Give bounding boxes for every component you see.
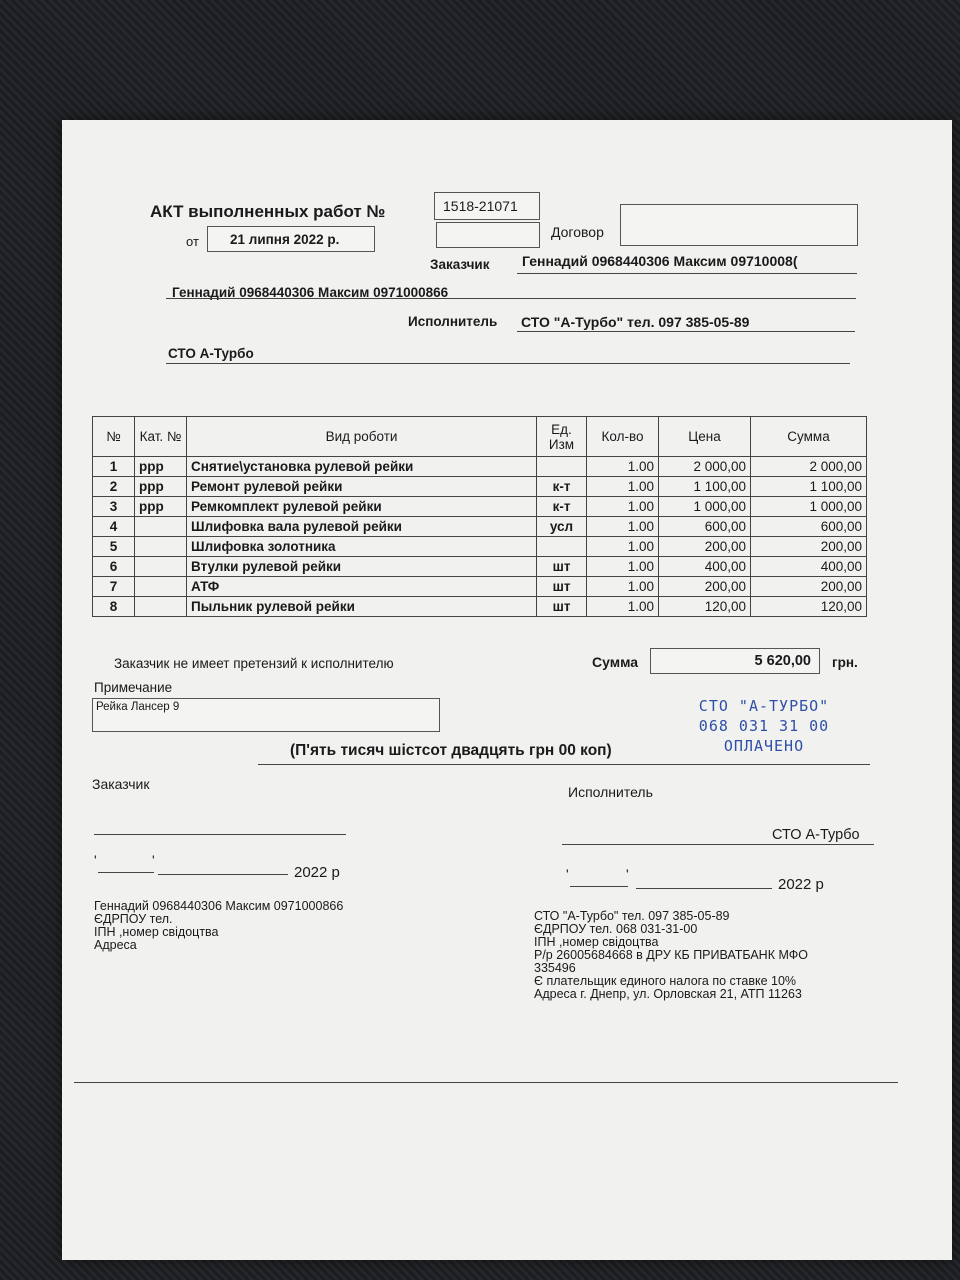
row-unit: усл xyxy=(537,517,587,537)
row-work: Ремонт рулевой рейки xyxy=(187,477,537,497)
col-header-cat: Кат. № xyxy=(135,417,187,457)
customer-label: Заказчик xyxy=(430,257,490,272)
executor-detail-line: Є платeльщик единого налога по ставке 10% xyxy=(534,974,797,988)
row-price: 200,00 xyxy=(659,537,751,557)
document-page xyxy=(62,120,952,1260)
row-qty: 1.00 xyxy=(587,597,659,617)
executor-detail-line: СТО "А-Турбо" тел. 097 385-05-89 xyxy=(534,909,730,923)
date-prefix: от xyxy=(186,234,199,249)
sign-date-executor-marks-2: ' xyxy=(626,866,629,882)
customer-detail-line: Геннадий 0968440306 Максим 0971000866 xyxy=(94,899,344,913)
table-row xyxy=(93,477,867,497)
row-cat xyxy=(135,517,187,537)
no-claims-text: Заказчик не имеет претензий к исполнителю xyxy=(114,656,394,671)
table-row xyxy=(93,517,867,537)
customer-detail-line: Адреса xyxy=(94,938,137,952)
row-work: Втулки рулевой рейки xyxy=(187,557,537,577)
total-box xyxy=(650,648,820,674)
note-label: Примечание xyxy=(94,680,173,695)
executor-detail-line: 335496 xyxy=(534,961,576,975)
row-cat xyxy=(135,577,187,597)
row-cat xyxy=(135,537,187,557)
act-number-box xyxy=(434,192,540,220)
row-work: Снятие\установка рулевой рейки xyxy=(187,457,537,477)
row-cat: ppp xyxy=(135,497,187,517)
stamp-line-1: СТО "А-ТУРБО" xyxy=(698,697,830,715)
row-work: Шлифовка золотника xyxy=(187,537,537,557)
sign-date-customer-marks: ' xyxy=(94,852,97,868)
row-work: Шлифовка вала рулевой рейки xyxy=(187,517,537,537)
row-qty: 1.00 xyxy=(587,497,659,517)
customer-detail-line: ІПН ,номер свідоцтва xyxy=(94,925,219,939)
table-row xyxy=(93,497,867,517)
sign-customer-label: Заказчик xyxy=(92,776,150,792)
row-sum: 1 000,00 xyxy=(751,497,867,517)
contract-box xyxy=(620,204,858,246)
row-sum: 2 000,00 xyxy=(751,457,867,477)
col-header-unit: Ед. Изм xyxy=(537,417,587,457)
row-work: АТФ xyxy=(187,577,537,597)
contract-label: Договор xyxy=(551,224,604,240)
table-header-row xyxy=(93,417,867,457)
row-sum: 120,00 xyxy=(751,597,867,617)
customer-details xyxy=(94,900,343,952)
table-row xyxy=(93,537,867,557)
row-price: 200,00 xyxy=(659,577,751,597)
row-price: 600,00 xyxy=(659,517,751,537)
row-price: 400,00 xyxy=(659,557,751,577)
row-unit: к-т xyxy=(537,477,587,497)
executor-detail-line: Р/р 26005684668 в ДРУ КБ ПРИВАТБАНК МФО xyxy=(534,948,808,962)
total-label: Сумма xyxy=(592,654,639,670)
amount-in-words: (П'ять тисяч шістсот двадцять грн 00 коп) xyxy=(290,742,612,759)
row-price: 1 100,00 xyxy=(659,477,751,497)
row-cat xyxy=(135,597,187,617)
document-title: АКТ выполненных работ № xyxy=(150,202,386,221)
executor-detail-line: Адреса г. Днепр, ул. Орловская 21, АТП 11263 xyxy=(534,987,802,1001)
row-work: Ремкомплект рулевой рейки xyxy=(187,497,537,517)
row-sum: 400,00 xyxy=(751,557,867,577)
row-number: 6 xyxy=(93,557,135,577)
sign-executor-label: Исполнитель xyxy=(568,784,653,800)
row-sum: 200,00 xyxy=(751,537,867,557)
row-unit: к-т xyxy=(537,497,587,517)
executor-detail-line: ЄДРПОУ тел. 068 031-31-00 xyxy=(534,922,698,936)
row-number: 7 xyxy=(93,577,135,597)
row-unit: шт xyxy=(537,557,587,577)
stamp-line-3: ОПЛАЧЕНО xyxy=(723,737,805,755)
sign-date-executor-marks: ' xyxy=(566,866,569,882)
works-table xyxy=(92,416,867,617)
stamp-line-2: 068 031 31 00 xyxy=(698,717,830,735)
row-unit: шт xyxy=(537,597,587,617)
row-sum: 600,00 xyxy=(751,517,867,537)
col-header-work: Вид роботи xyxy=(187,417,537,457)
row-qty: 1.00 xyxy=(587,577,659,597)
total-value: 5 620,00 xyxy=(754,653,811,669)
row-price: 120,00 xyxy=(659,597,751,617)
note-value: Рейка Лансер 9 xyxy=(96,701,180,713)
table-row xyxy=(93,577,867,597)
executor-value: СТО "А-Турбо" тел. 097 385-05-89 xyxy=(521,314,750,330)
table-row xyxy=(93,557,867,577)
table-row xyxy=(93,457,867,477)
col-header-price: Цена xyxy=(659,417,751,457)
row-number: 3 xyxy=(93,497,135,517)
row-qty: 1.00 xyxy=(587,537,659,557)
row-unit: шт xyxy=(537,577,587,597)
row-sum: 200,00 xyxy=(751,577,867,597)
customer-value: Геннадий 0968440306 Максим 09710008( xyxy=(522,253,798,269)
sign-executor-name: СТО А-Турбо xyxy=(772,827,860,843)
executor-details xyxy=(534,910,808,1001)
customer-line2: Геннадий 0968440306 Максим 0971000866 xyxy=(172,285,449,300)
row-number: 2 xyxy=(93,477,135,497)
executor-label: Исполнитель xyxy=(408,314,498,329)
row-qty: 1.00 xyxy=(587,477,659,497)
row-unit xyxy=(537,537,587,557)
executor-detail-line: ІПН ,номер свідоцтва xyxy=(534,935,659,949)
row-price: 1 000,00 xyxy=(659,497,751,517)
date-box xyxy=(207,226,375,252)
row-cat xyxy=(135,557,187,577)
row-work: Пыльник рулевой рейки xyxy=(187,597,537,617)
row-number: 1 xyxy=(93,457,135,477)
col-header-sum: Сумма xyxy=(751,417,867,457)
row-cat: ppp xyxy=(135,477,187,497)
row-unit xyxy=(537,457,587,477)
sign-date-customer: 2022 р xyxy=(294,864,340,881)
row-qty: 1.00 xyxy=(587,517,659,537)
row-number: 8 xyxy=(93,597,135,617)
row-qty: 1.00 xyxy=(587,457,659,477)
customer-detail-line: ЄДРПОУ тел. xyxy=(94,912,173,926)
executor-line2: СТО А-Турбо xyxy=(168,346,254,361)
col-header-qty: Кол-во xyxy=(587,417,659,457)
row-qty: 1.00 xyxy=(587,557,659,577)
paid-stamp xyxy=(678,696,850,756)
row-sum: 1 100,00 xyxy=(751,477,867,497)
table-row xyxy=(93,597,867,617)
sign-date-executor: 2022 р xyxy=(778,876,824,893)
row-cat: ppp xyxy=(135,457,187,477)
row-number: 5 xyxy=(93,537,135,557)
row-number: 4 xyxy=(93,517,135,537)
currency: грн. xyxy=(832,655,858,670)
row-price: 2 000,00 xyxy=(659,457,751,477)
act-date: 21 липня 2022 р. xyxy=(230,232,340,247)
note-box xyxy=(92,698,440,732)
blank-box xyxy=(436,222,540,248)
sign-date-customer-marks-2: ' xyxy=(152,852,155,868)
act-number: 1518-21071 xyxy=(443,198,518,214)
col-header-number: № xyxy=(93,417,135,457)
